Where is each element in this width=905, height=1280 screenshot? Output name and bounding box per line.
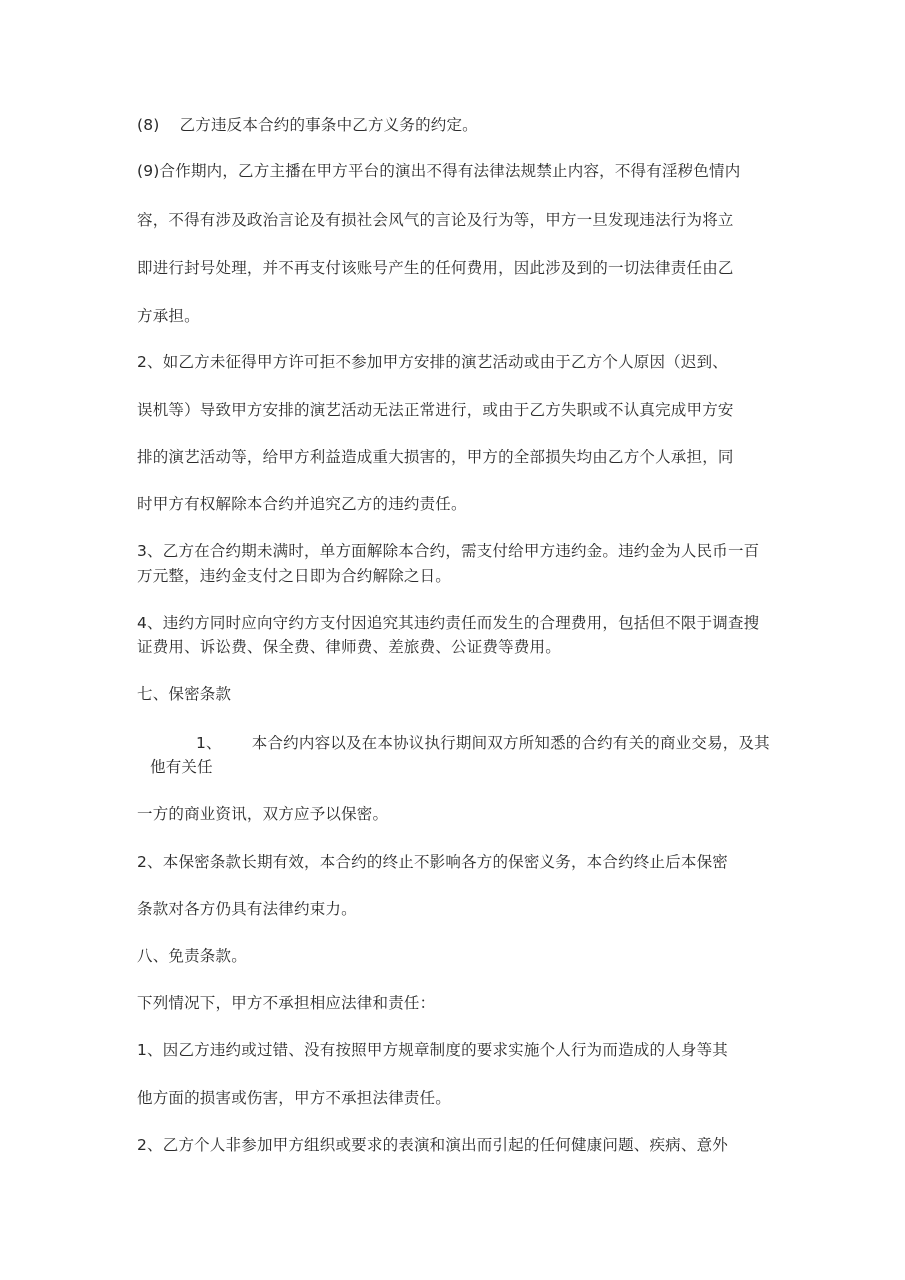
clause-9-line-3: 即进行封号处理，并不再支付该账号产生的任何费用，因此涉及到的一切法律责任由乙 (137, 259, 734, 277)
clause-number: 1、 (196, 734, 222, 752)
breach-item-2-line-4: 时甲方有权解除本合约并追究乙方的违约责任。 (137, 495, 467, 513)
clause-8-line (137, 115, 478, 135)
clause-9-line-1: (9)合作期内，乙方主播在甲方平台的演出不得有法律法规禁止内容，不得有淫秽色情内 (137, 162, 741, 180)
breach-item-4-line-2: 证费用、诉讼费、保全费、律师费、差旅费、公证费等费用。 (137, 638, 561, 656)
section-heading-confidentiality: 七、保密条款 (137, 685, 232, 703)
disclaimer-item-1-line-1: 1、因乙方违约或过错、没有按照甲方规章制度的要求实施个人行为而造成的人身等其 (137, 1041, 728, 1059)
breach-item-3-line-1: 3、乙方在合约期未满时，单方面解除本合约，需支付给甲方违约金。违约金为人民币一百 (137, 542, 760, 560)
breach-item-4-line-1: 4、违约方同时应向守约方支付因追究其违约责任而发生的合理费用，包括但不限于调查搜 (137, 614, 760, 632)
disclaimer-item-2-line-1: 2、乙方个人非参加甲方组织或要求的表演和演出而引起的任何健康问题、疾病、意外 (137, 1136, 728, 1154)
confidentiality-item-1-line-1 (196, 733, 770, 753)
clause-number: (8) (137, 116, 160, 134)
breach-item-2-line-2: 误机等）导致甲方安排的演艺活动无法正常进行，或由于乙方失职或不认真完成甲方安 (137, 401, 734, 419)
breach-item-2-line-3: 排的演艺活动等，给甲方利益造成重大损害的，甲方的全部损失均由乙方个人承担，同 (137, 448, 734, 466)
breach-item-3-line-2: 万元整，违约金支付之日即为合约解除之日。 (137, 567, 452, 585)
disclaimer-intro: 下列情况下，甲方不承担相应法律和责任： (137, 994, 436, 1012)
clause-9-line-4: 方承担。 (137, 307, 200, 325)
clause-text: 本合约内容以及在本协议执行期间双方所知悉的合约有关的商业交易，及其 (251, 734, 770, 752)
confidentiality-item-2-line-1: 2、本保密条款长期有效，本合约的终止不影响各方的保密义务，本合约终止后本保密 (137, 853, 728, 871)
confidentiality-item-1-line-2: 他有关任 (150, 758, 213, 776)
clause-9-line-2: 容，不得有涉及政治言论及有损社会风气的言论及行为等，甲方一旦发现违法行为将立 (137, 211, 734, 229)
confidentiality-item-2-line-2: 条款对各方仍具有法律约束力。 (137, 900, 357, 918)
breach-item-2-line-1: 2、如乙方未征得甲方许可拒不参加甲方安排的演艺活动或由于乙方个人原因（迟到、 (137, 353, 728, 371)
section-heading-disclaimer: 八、免责条款。 (137, 947, 247, 965)
disclaimer-item-1-line-2: 他方面的损害或伤害，甲方不承担法律责任。 (137, 1089, 452, 1107)
confidentiality-item-1-line-3: 一方的商业资讯，双方应予以保密。 (137, 805, 389, 823)
clause-text: 乙方违反本合约的事条中乙方义务的约定。 (179, 116, 478, 134)
